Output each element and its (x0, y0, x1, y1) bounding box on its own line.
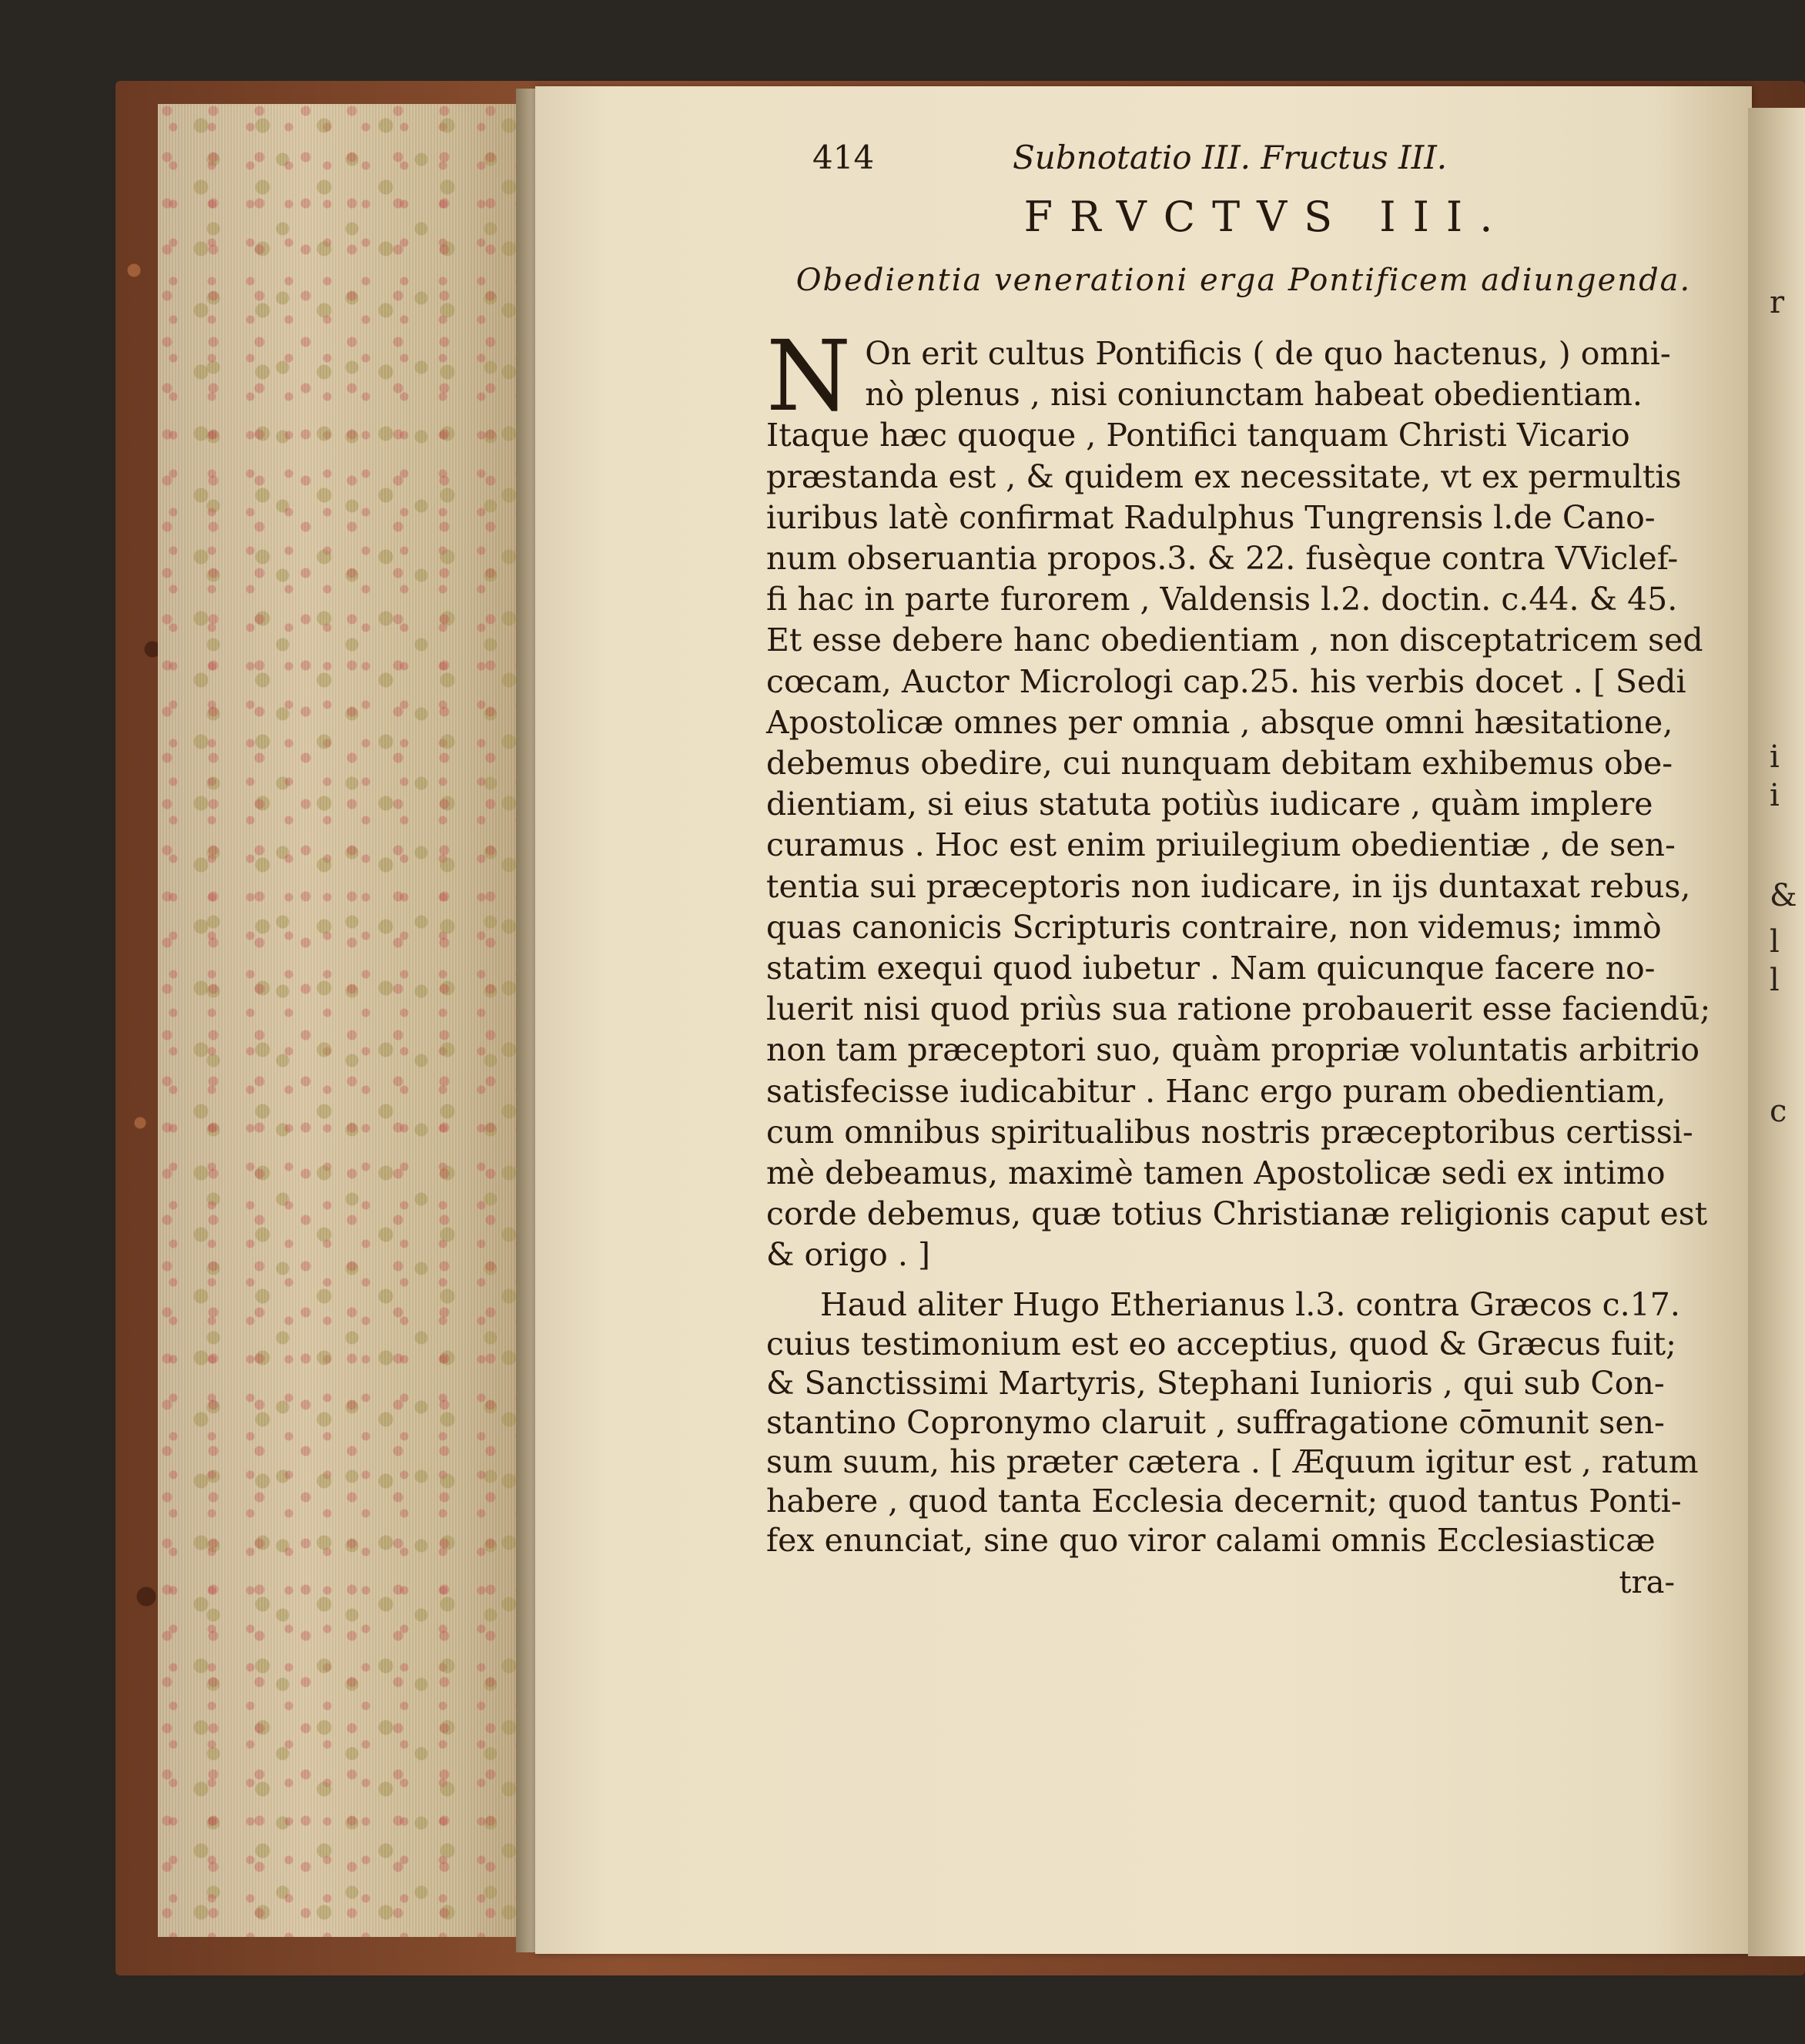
text-line: Haud aliter Hugo Etherianus l.3. contra Græcos c.17. (820, 1285, 1680, 1323)
text-line: cœcam, Auctor Micrologi cap.25. his verbis docet . [ Sedi (766, 662, 1686, 700)
text-line: habere , quod tanta Ecclesia decernit; quod tantus Ponti- (766, 1482, 1682, 1520)
text-line: nò plenus , nisi coniunctam habeat obedientiam. (865, 376, 1643, 414)
page-block-edge (158, 104, 527, 1937)
catchword: tra- (1619, 1564, 1675, 1600)
section-subtitle: Obedientia venerationi erga Pontificem adiungenda. (795, 263, 1692, 298)
text-line: corde debemus, quæ totius Christianæ religionis caput est (766, 1195, 1708, 1233)
text-line: tentia sui præceptoris non iudicare, in ijs duntaxat rebus, (766, 867, 1691, 905)
text-line: num obseruantia propos.3. & 22. fusèque contra VViclef- (766, 540, 1679, 578)
facing-page-glyph: c (1770, 1094, 1787, 1129)
text-line: fex enunciat, sine quo viror calami omnis Ecclesiasticæ (766, 1521, 1656, 1559)
drop-cap: N (766, 320, 852, 433)
facing-page-edge (1748, 108, 1805, 1956)
text-line: luerit nisi quod priùs sua ratione probauerit esse faciendū; (766, 990, 1711, 1028)
facing-page-glyph: i (1770, 739, 1780, 775)
text-line: fi hac in parte furorem , Valdensis l.2. doctin. c.44. & 45. (766, 581, 1678, 618)
running-title: Subnotatio III. Fructus III. (1013, 139, 1448, 176)
text-line: mè debeamus, maximè tamen Apostolicæ sedi ex intimo (766, 1154, 1666, 1192)
text-line: statim exequi quod iubetur . Nam quicunque facere no- (766, 950, 1656, 987)
text-line: & Sanctissimi Martyris, Stephani Iunioris , qui sub Con- (766, 1364, 1665, 1402)
facing-page-glyph: l (1770, 963, 1780, 998)
facing-page-glyph: l (1770, 924, 1780, 960)
text-line: Itaque hæc quoque , Pontifici tanquam Christi Vicario (766, 417, 1630, 454)
text-line: non tam præceptori suo, quàm propriæ voluntatis arbitrio (766, 1031, 1700, 1069)
section-title: FRVCTVS III. (1023, 193, 1510, 241)
text-line: curamus . Hoc est enim priuilegium obedientiæ , de sen- (766, 826, 1676, 864)
text-line: satisfecisse iudicabitur . Hanc ergo puram obedientiam, (766, 1072, 1666, 1110)
text-line: iuribus latè confirmat Radulphus Tungrensis l.de Cano- (766, 498, 1656, 536)
page-number: 414 (812, 139, 875, 176)
facing-page-glyph: & (1770, 878, 1797, 913)
text-line: quas canonicis Scripturis contraire, non videmus; immò (766, 908, 1662, 946)
text-line: stantino Copronymo claruit , suffragatione cōmunit sen- (766, 1403, 1665, 1441)
text-line: præstanda est , & quidem ex necessitate, vt ex permultis (766, 457, 1682, 495)
running-head (766, 139, 1721, 185)
page-text (766, 139, 1721, 1600)
paragraph-2 (766, 1285, 1721, 1560)
text-line: cuius testimonium est eo acceptius, quod & Græcus fuit; (766, 1325, 1676, 1362)
text-line: sum suum, his præter cætera . [ Æquum igitur est , ratum (766, 1443, 1699, 1480)
text-line: Et esse debere hanc obedientiam , non disceptatricem sed (766, 622, 1703, 659)
text-line: On erit cultus Pontificis ( de quo hactenus, ) omni- (865, 335, 1671, 372)
paragraph-1 (766, 320, 1721, 1276)
facing-page-glyph: r (1770, 285, 1785, 320)
text-line: Apostolicæ omnes per omnia , absque omni hæsitatione, (766, 703, 1673, 741)
text-line: dientiam, si eius statuta potiùs iudicare , quàm implere (766, 786, 1653, 823)
text-line: cum omnibus spiritualibus nostris præceptoribus certissi- (766, 1113, 1693, 1151)
facing-page-glyph: i (1770, 778, 1780, 813)
text-line: debemus obedire, cui nunquam debitam exhibemus obe- (766, 745, 1673, 782)
text-line: & origo . ] (766, 1236, 930, 1274)
